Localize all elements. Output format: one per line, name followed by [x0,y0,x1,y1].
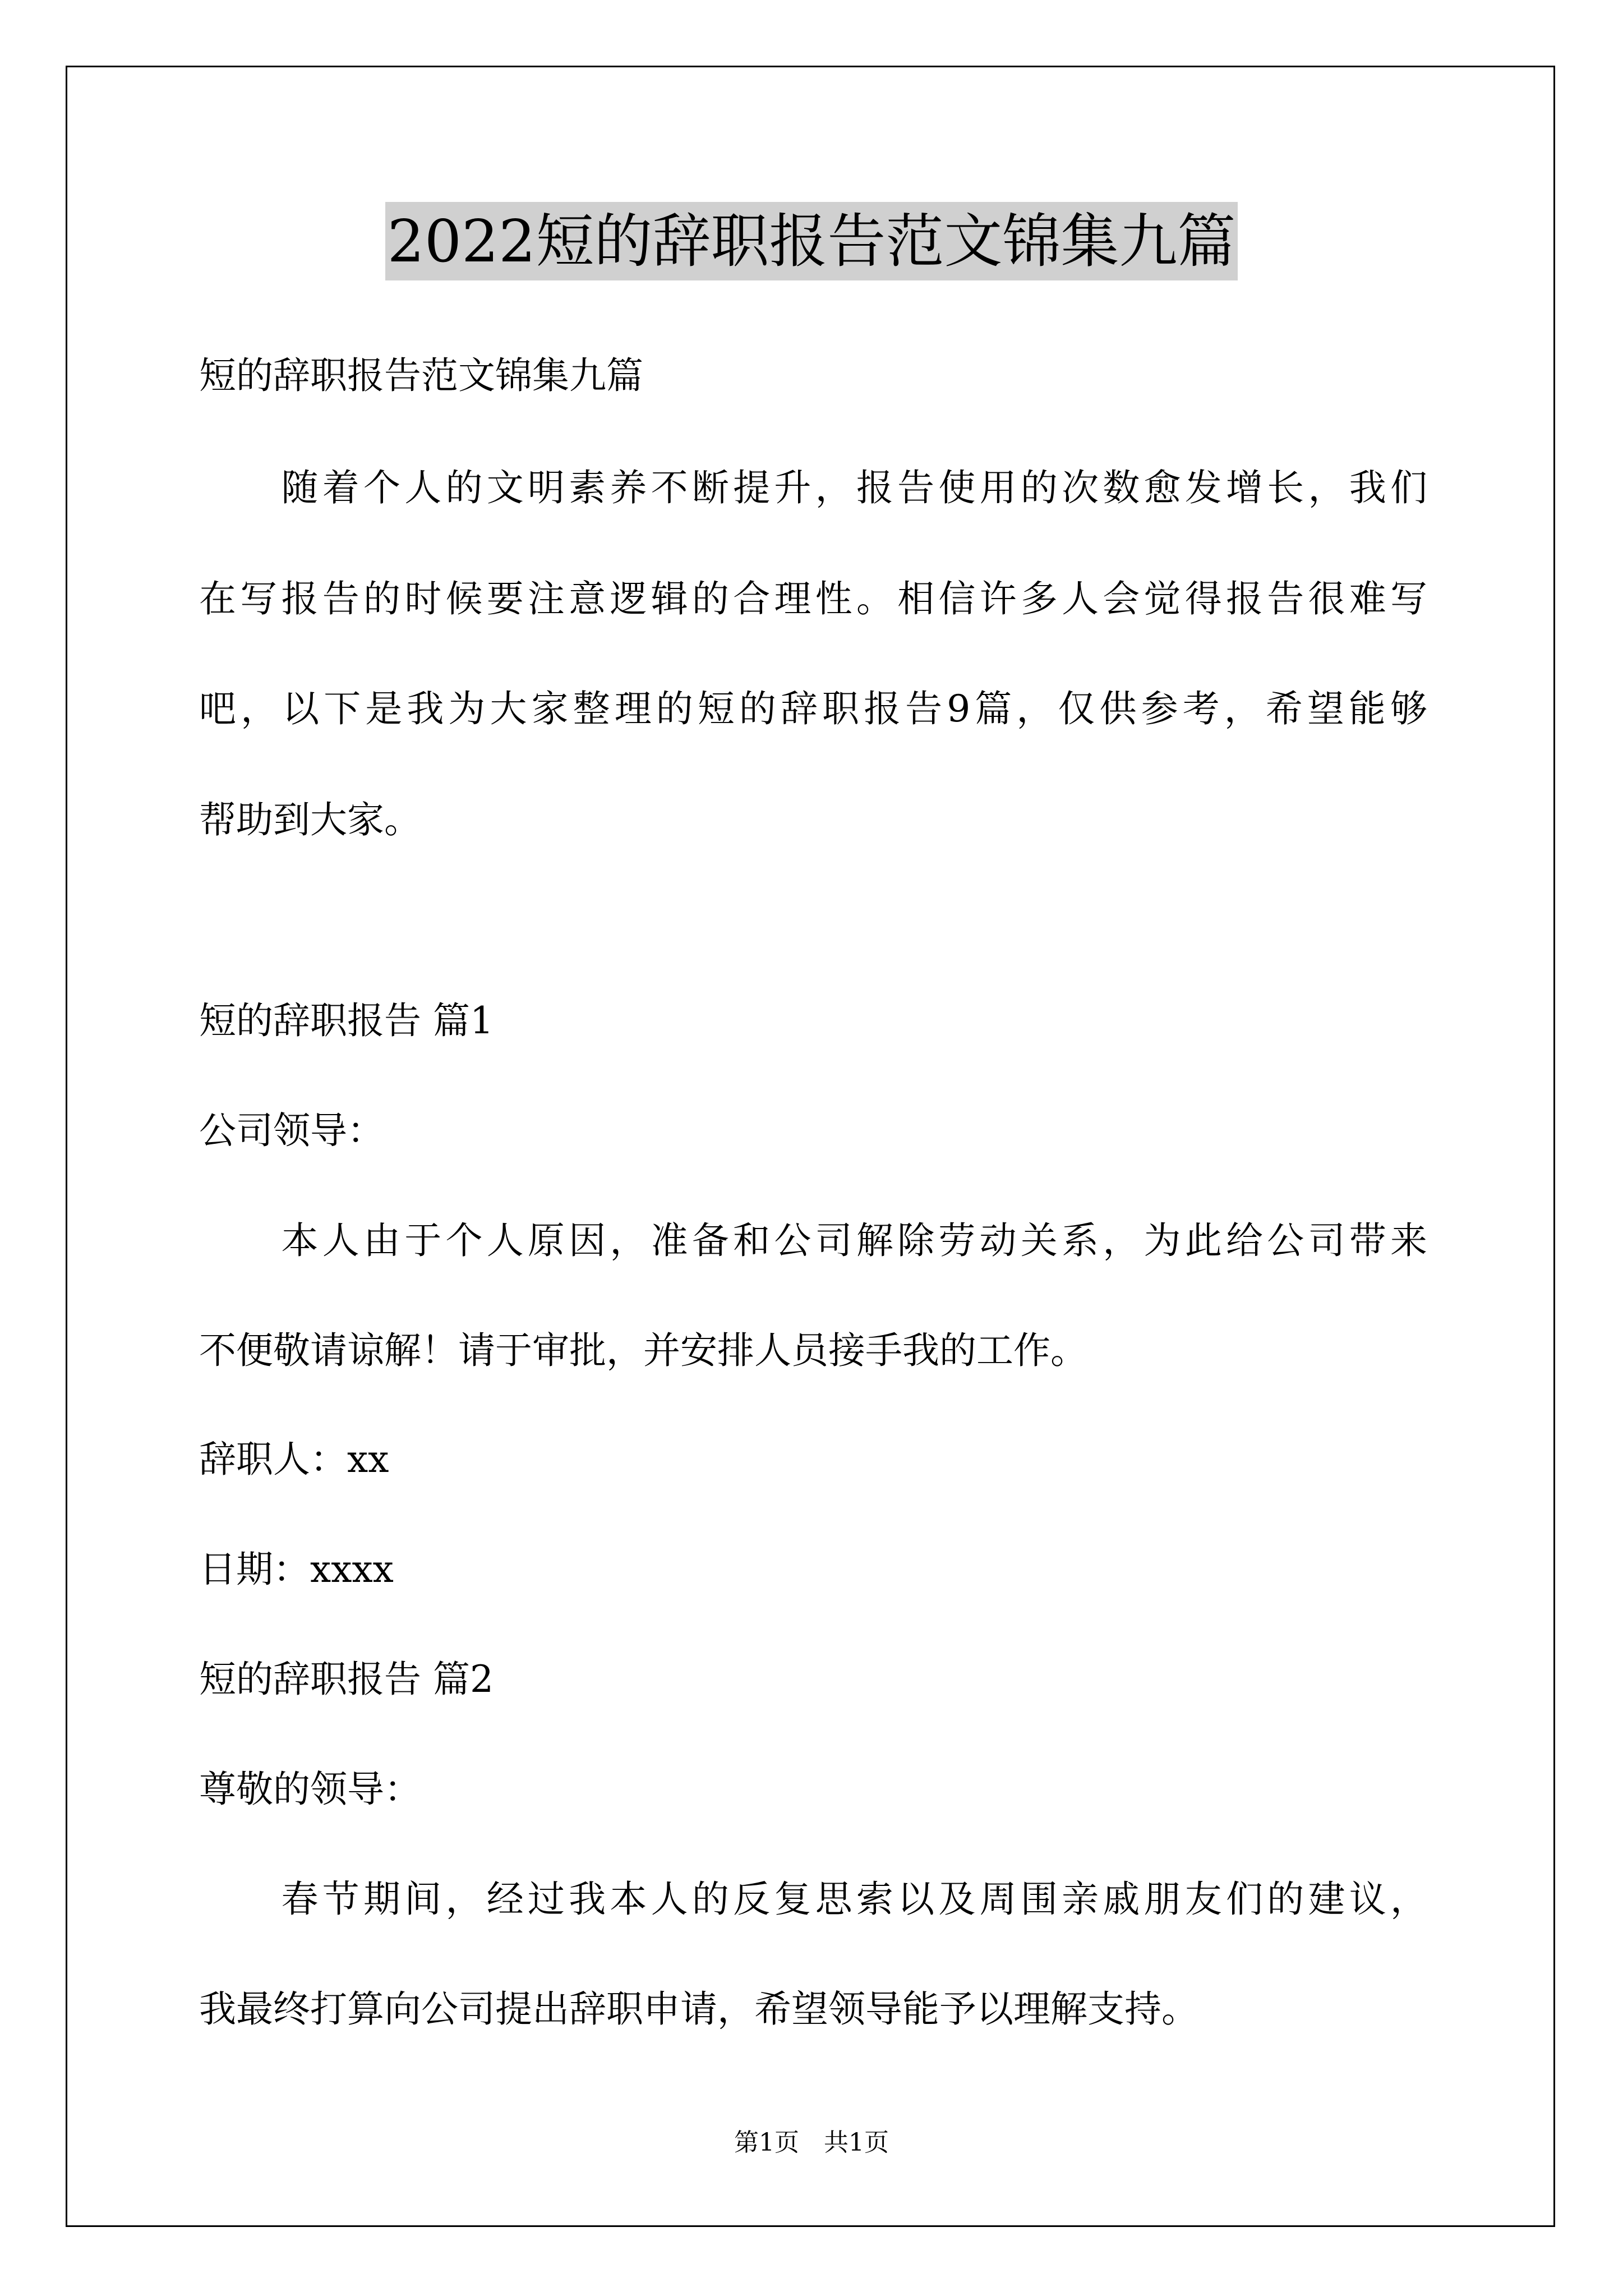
body-line: 本人由于个人原因，准备和公司解除劳动关系，为此给公司带来 [199,1219,1427,1262]
body-line: 春节期间，经过我本人的反复思索以及周围亲戚朋友们的建议， [199,1878,1427,1921]
intro-line: 随着个人的文明素养不断提升，报告使用的次数愈发增长，我们 [199,466,1427,509]
title-container [0,202,1623,280]
section-heading: 短的辞职报告 篇1 [199,999,494,1042]
salutation: 公司领导： [199,1109,384,1152]
body-line: 不便敬请谅解！请于审批，并安排人员接手我的工作。 [199,1329,1087,1372]
date-line: 日期：xxxx [199,1548,394,1591]
intro-line: 在写报告的时候要注意逻辑的合理性。相信许多人会觉得报告很难写 [199,577,1427,620]
document-title: 2022短的辞职报告范文锦集九篇 [385,202,1238,280]
intro-line: 帮助到大家。 [199,798,421,841]
body-line: 我最终打算向公司提出辞职申请，希望领导能予以理解支持。 [199,1987,1198,2031]
section-heading: 短的辞职报告 篇2 [199,1658,494,1701]
salutation: 尊敬的领导： [199,1768,421,1811]
document-subtitle: 短的辞职报告范文锦集九篇 [199,354,643,397]
page-footer: 第1页 共1页 [734,2128,889,2157]
signer-line: 辞职人：xx [199,1438,389,1481]
intro-line: 吧，以下是我为大家整理的短的辞职报告9篇，仅供参考，希望能够 [199,687,1427,730]
